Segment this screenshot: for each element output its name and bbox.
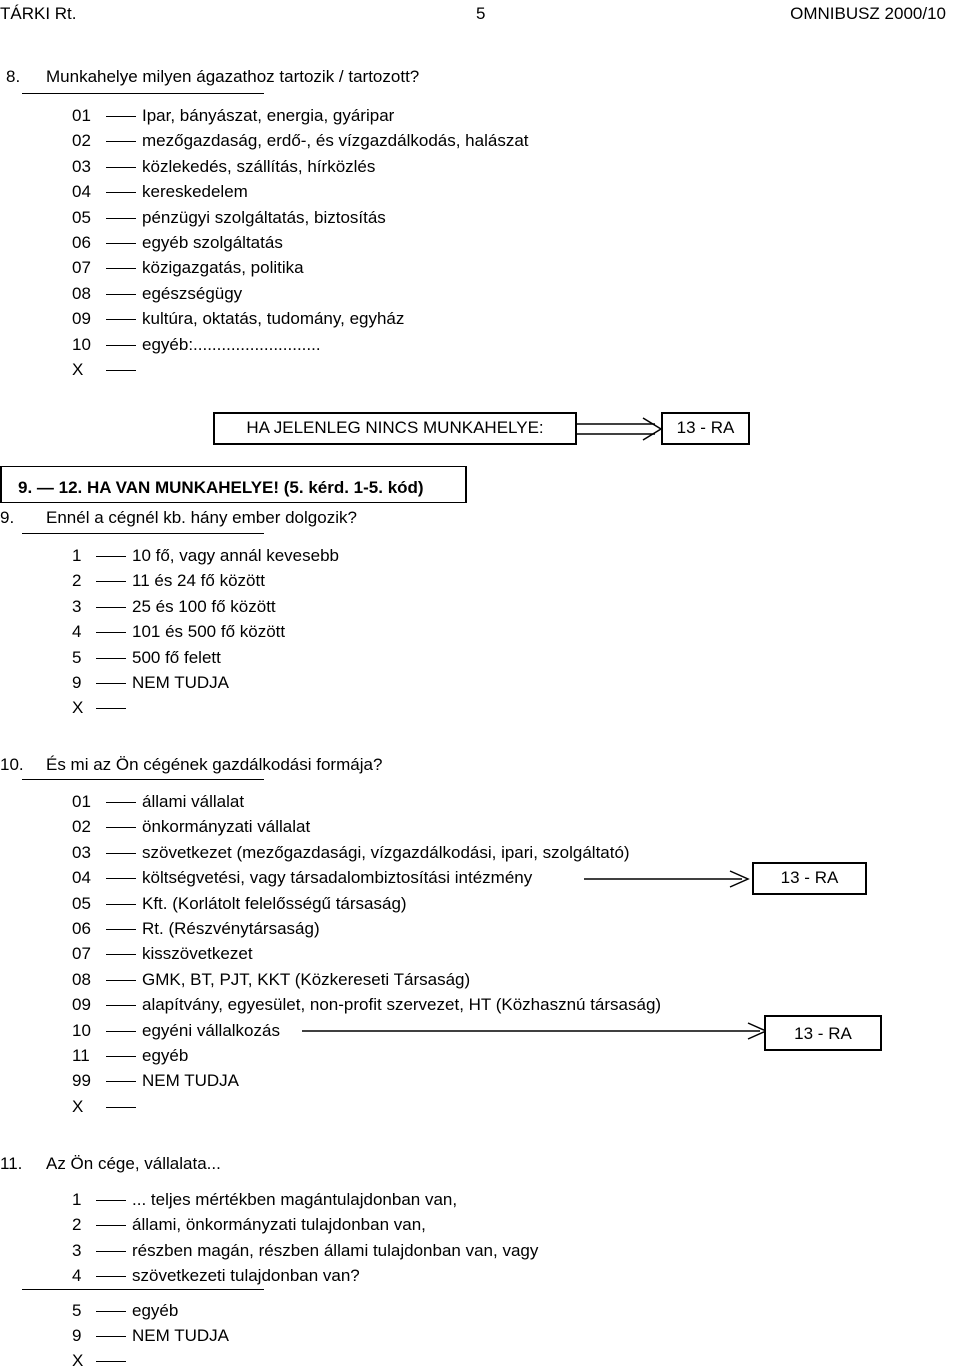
question-underline [22, 93, 264, 94]
answer-option [72, 894, 872, 914]
option-dash [106, 243, 136, 244]
option-label: egyéb [142, 1046, 189, 1065]
option-dash [96, 1336, 126, 1337]
answer-option [72, 182, 872, 202]
option-label: közlekedés, szállítás, hírközlés [142, 156, 376, 176]
question-underline [22, 533, 264, 534]
option-code: 07 [72, 944, 91, 964]
option-label: pénzügyi szolgáltatás, biztosítás [142, 207, 386, 227]
option-code: 5 [72, 647, 82, 667]
option-label: szövetkezet (mezőgazdasági, vízgazdálkodási, ipari, szolgáltató) [142, 842, 630, 862]
option-code: 03 [72, 842, 91, 862]
answer-option [72, 1301, 872, 1321]
filter-instruction [18, 478, 424, 498]
option-label: állami, önkormányzati tulajdonban van, [132, 1215, 426, 1235]
skip-target-label: 13 - RA [780, 868, 839, 887]
option-label: kisszövetkezet [142, 944, 253, 964]
skip-target-label: 13 - RA [676, 418, 735, 437]
option-code: 10 [72, 334, 91, 354]
option-dash [106, 827, 136, 828]
option-dash [106, 802, 136, 803]
option-label: egyéb:........................... [142, 334, 321, 354]
option-code: 2 [72, 1215, 82, 1235]
option-label: egyéb szolgáltatás [142, 233, 283, 252]
option-code: 05 [72, 893, 91, 913]
question-10 [0, 755, 960, 775]
option-label: 500 fő felett [132, 647, 221, 667]
option-dash [106, 319, 136, 320]
option-label: egyéb [132, 1300, 179, 1320]
answer-option [72, 1266, 872, 1286]
answer-option [72, 1097, 872, 1117]
question-text: Munkahelye milyen ágazathoz tartozik / tartozott? [46, 67, 420, 86]
option-dash [96, 1311, 126, 1312]
option-dash [106, 116, 136, 117]
answer-option [72, 1351, 872, 1371]
answer-option [72, 1326, 872, 1346]
answer-option [72, 1241, 872, 1261]
option-label: 101 és 500 fő között [132, 622, 286, 642]
option-label: Ipar, bányászat, energia, gyáripar [142, 106, 395, 125]
answer-option [72, 131, 872, 151]
skip-target-label: 13 - RA [794, 1024, 852, 1043]
answer-option [72, 233, 872, 253]
option-code: 01 [72, 792, 91, 811]
option-code: 08 [72, 283, 91, 303]
skip-condition-box [213, 412, 577, 445]
option-label: GMK, BT, PJT, KKT (Közkereseti Társaság) [142, 969, 471, 989]
question-8 [0, 67, 960, 87]
answer-option [72, 698, 872, 718]
answer-option [72, 284, 872, 304]
answer-option [72, 335, 872, 355]
option-label: NEM TUDJA [142, 1071, 239, 1091]
option-label: 10 fő, vagy annál kevesebb [132, 546, 339, 565]
option-label: NEM TUDJA [132, 1326, 229, 1345]
option-dash [106, 141, 136, 142]
option-label: NEM TUDJA [132, 673, 229, 692]
option-dash [96, 607, 126, 608]
answer-option [72, 792, 872, 812]
skip-target-box [661, 412, 750, 445]
question-number: 11. [0, 1154, 23, 1173]
answer-option [72, 360, 872, 380]
answer-option [72, 843, 872, 863]
answer-option [72, 919, 872, 939]
option-dash [106, 853, 136, 854]
option-dash [96, 556, 126, 557]
option-dash [106, 1107, 136, 1108]
option-code: 04 [72, 868, 91, 888]
option-label: részben magán, részben állami tulajdonban van, vagy [132, 1240, 539, 1260]
option-label: egyéni vállalkozás [142, 1020, 280, 1040]
option-code: 4 [72, 1266, 82, 1286]
option-label: alapítvány, egyesület, non-profit szervezet, HT (Közhasznú társaság) [142, 995, 662, 1015]
option-code: 11 [72, 1046, 90, 1065]
answer-option [72, 622, 872, 642]
option-dash [106, 1031, 136, 1032]
option-dash [96, 1225, 126, 1226]
option-label: önkormányzati vállalat [142, 817, 311, 837]
option-code: 06 [72, 233, 91, 252]
answer-option [72, 258, 872, 278]
option-dash [96, 708, 126, 709]
question-9 [0, 508, 960, 528]
skip-target-box [764, 1015, 882, 1051]
answer-option [72, 1046, 872, 1066]
option-code: 01 [72, 106, 91, 125]
option-label: 25 és 100 fő között [132, 596, 276, 616]
skip-condition-label: HA JELENLEG NINCS MUNKAHELYE: [246, 418, 544, 437]
option-code: X [72, 360, 84, 379]
option-dash [106, 929, 136, 930]
option-dash [96, 1276, 126, 1277]
header-survey-id: OMNIBUSZ 2000/10 [790, 4, 946, 23]
option-code: 02 [72, 817, 91, 837]
option-code: 08 [72, 969, 91, 989]
filter-rest: (5. kérd. 1-5. kód) [279, 478, 424, 497]
option-dash [96, 1361, 126, 1362]
option-code: 3 [72, 1240, 82, 1260]
option-code: 05 [72, 207, 91, 227]
option-dash [106, 878, 136, 879]
question-number: 8. [6, 67, 21, 86]
option-code: 07 [72, 258, 91, 278]
option-code: X [72, 698, 84, 718]
option-label: egészségügy [142, 283, 243, 303]
option-dash [106, 294, 136, 295]
option-dash [96, 1200, 126, 1201]
option-dash [106, 1081, 136, 1082]
option-label: költségvetési, vagy társadalombiztosítási intézmény [142, 868, 533, 888]
filter-box-bottom [0, 502, 466, 503]
option-dash [96, 658, 126, 659]
option-dash [106, 370, 136, 371]
option-code: 04 [72, 182, 91, 202]
option-dash [106, 980, 136, 981]
question-11 [0, 1154, 960, 1174]
skip-target-box [752, 862, 867, 895]
answer-option [72, 106, 872, 126]
option-label: közigazgatás, politika [142, 258, 304, 278]
filter-bold: 9. — 12. HA VAN MUNKAHELYE! [18, 478, 280, 497]
option-code: 5 [72, 1300, 82, 1320]
option-dash [106, 954, 136, 955]
question-text: Ennél a cégnél kb. hány ember dolgozik? [46, 508, 357, 527]
filter-box-left [0, 466, 2, 503]
option-code: 9 [72, 1326, 82, 1345]
option-code: X [72, 1096, 84, 1116]
option-code: 99 [72, 1071, 91, 1091]
answer-option [72, 571, 872, 591]
answer-option [72, 944, 872, 964]
page-number: 5 [476, 4, 486, 23]
question-number: 9. [0, 508, 15, 527]
option-code: 02 [72, 131, 91, 151]
option-dash [96, 632, 126, 633]
answer-option [72, 1071, 872, 1091]
option-code: 06 [72, 919, 91, 938]
option-dash [96, 683, 126, 684]
answer-option [72, 1190, 872, 1210]
filter-box-top [0, 466, 466, 467]
option-dash [106, 218, 136, 219]
option-code: 10 [72, 1020, 91, 1040]
option-dash [96, 581, 126, 582]
answer-option [72, 597, 872, 617]
option-dash [106, 1005, 136, 1006]
answer-option [72, 157, 872, 177]
options-separator [22, 1289, 264, 1290]
answer-option [72, 1215, 872, 1235]
answer-option [72, 208, 872, 228]
option-code: 9 [72, 673, 82, 692]
question-number: 10. [0, 755, 24, 774]
option-label: ... teljes mértékben magántulajdonban van, [132, 1190, 458, 1209]
skip-arrow-icon [577, 420, 667, 440]
option-code: 1 [72, 1190, 82, 1209]
option-code: 4 [72, 622, 82, 642]
option-dash [106, 268, 136, 269]
filter-box-right [465, 466, 467, 503]
question-underline [22, 779, 264, 780]
answer-option [72, 648, 872, 668]
option-dash [106, 345, 136, 346]
option-dash [106, 1056, 136, 1057]
skip-arrow-icon [302, 1022, 772, 1042]
option-code: 2 [72, 571, 82, 591]
answer-option [72, 673, 872, 693]
option-label: Kft. (Korlátolt felelősségű társaság) [142, 893, 407, 913]
option-label: kereskedelem [142, 182, 248, 202]
header-org: TÁRKI Rt. [0, 4, 77, 23]
option-code: 09 [72, 995, 91, 1015]
option-code: X [72, 1351, 84, 1371]
option-label: 11 és 24 fő között [132, 571, 265, 591]
option-label: állami vállalat [142, 792, 245, 811]
answer-option [72, 970, 872, 990]
option-dash [106, 904, 136, 905]
option-code: 09 [72, 309, 91, 329]
option-dash [106, 192, 136, 193]
option-label: mezőgazdaság, erdő-, és vízgazdálkodás, halászat [142, 131, 529, 151]
answer-option [72, 546, 872, 566]
option-dash [106, 167, 136, 168]
question-text: És mi az Ön cégének gazdálkodási formája? [46, 755, 383, 774]
answer-option [72, 309, 872, 329]
question-text: Az Ön cége, vállalata... [46, 1154, 221, 1173]
option-code: 3 [72, 596, 82, 616]
option-code: 1 [72, 546, 82, 565]
option-code: 03 [72, 156, 91, 176]
option-label: szövetkezeti tulajdonban van? [132, 1266, 360, 1286]
option-label: kultúra, oktatás, tudomány, egyház [142, 309, 405, 329]
option-dash [96, 1251, 126, 1252]
option-label: Rt. (Részvénytársaság) [142, 919, 320, 938]
answer-option [72, 995, 872, 1015]
answer-option [72, 817, 872, 837]
skip-arrow-icon [584, 870, 754, 890]
